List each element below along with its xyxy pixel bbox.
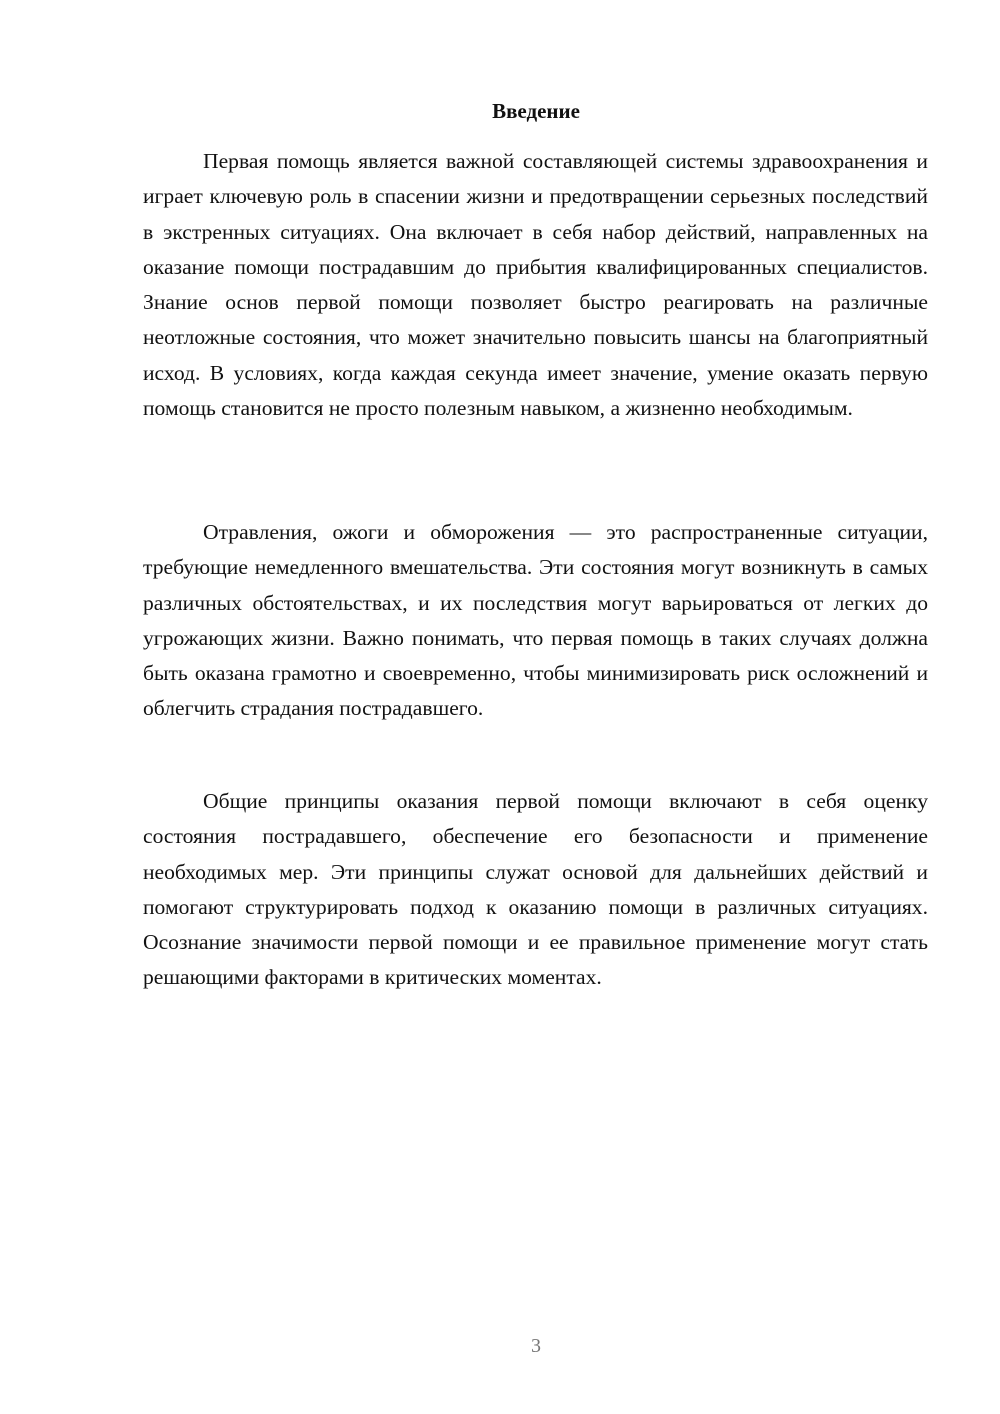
paragraph-1: Первая помощь является важной составляющей системы здравоохранения и играет ключевую роль в спасении жизни и предотвращении серьезных последствий в экстренных ситуациях. Она включает в себя набор действий, направленных на оказание помощи пострадавшим до прибытия квалифицированных специалистов. Знание основ первой помощи позволяет быстро реагировать на различные неотложные состояния, что может значительно повысить шансы на благоприятный исход. В условиях, когда каждая секунда имеет значение, умение оказать первую помощь становится не просто полезным навыком, а жизненно необходимым. <box>143 149 928 421</box>
page-number: 3 <box>531 1335 541 1357</box>
section-title: Введение <box>492 99 580 123</box>
paragraph-3: Общие принципы оказания первой помощи включают в себя оценку состояния пострадавшего, обеспечение его безопасности и применение необходимых мер. Эти принципы служат основой для дальнейших действий и помогают структурировать подход к оказанию помощи в различных ситуациях. Осознание значимости первой помощи и ее правильное применение могут стать решающими факторами в критических моментах. <box>143 789 928 990</box>
paragraph-2: Отравления, ожоги и обморожения — это распространенные ситуации, требующие немедленного вмешательства. Эти состояния могут возникнуть в самых различных обстоятельствах, и их последствия могут варьироваться от легких до угрожающих жизни. Важно понимать, что первая помощь в таких случаях должна быть оказана грамотно и своевременно, чтобы минимизировать риск осложнений и облегчить страдания пострадавшего. <box>143 520 928 721</box>
